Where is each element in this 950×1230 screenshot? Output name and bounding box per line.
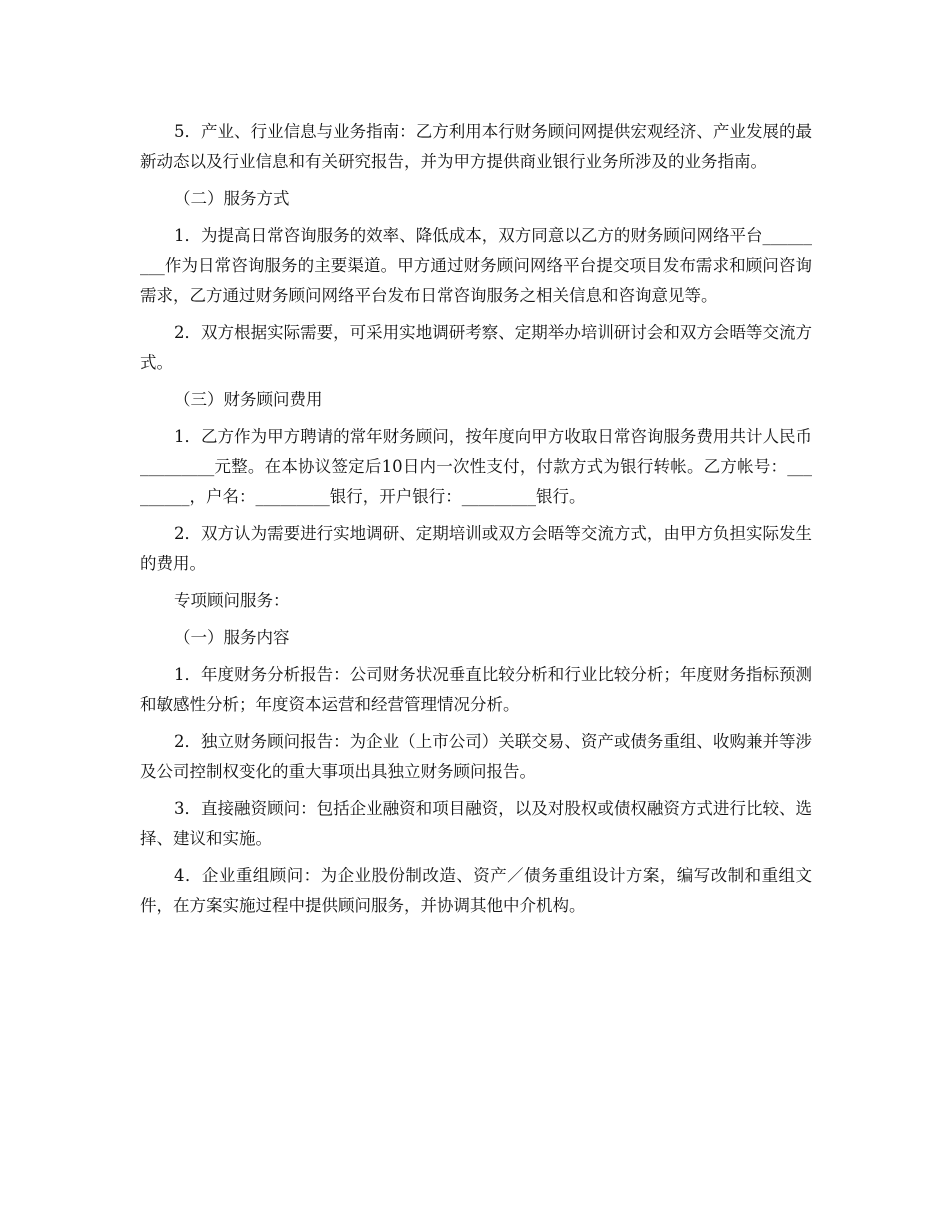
paragraph-direct-financing: 3．直接融资顾问：包括企业融资和项目融资，以及对股权或债权融资方式进行比较、选择、建议和实施。 [140,799,812,848]
paragraph-extra-costs: 2．双方认为需要进行实地调研、定期培训或双方会晤等交流方式，由甲方负担实际发生的费用。 [140,524,812,573]
section-heading-service-content: （一）服务内容 [174,628,290,647]
section-heading-special-advisory: 专项顾问服务： [174,591,290,610]
paragraph-online-platform: 1．为提高日常咨询服务的效率、降低成本，双方同意以乙方的财务顾问网络平台_________作为日常咨询服务的主要渠道。甲方通过财务顾问网络平台提交项目发布需求和顾问咨询需求，乙方通过财务顾问网络平台发布日常咨询服务之相关信息和咨询意见等。 [140,226,812,305]
section-heading-service-method: （二）服务方式 [174,189,290,208]
paragraph-restructuring: 4．企业重组顾问：为企业股份制改造、资产／债务重组设计方案，编写改制和重组文件，在方案实施过程中提供顾问服务，并协调其他中介机构。 [140,866,812,915]
section-heading-advisory-fees: （三）财务顾问费用 [174,390,323,409]
paragraph-independent-advisor-report: 2．独立财务顾问报告：为企业（上市公司）关联交易、资产或债务重组、收购兼并等涉及公司控制权变化的重大事项出具独立财务顾问报告。 [140,732,812,781]
paragraph-annual-financial-report: 1．年度财务分析报告：公司财务状况垂直比较分析和行业比较分析；年度财务指标预测和敏感性分析；年度资本运营和经营管理情况分析。 [140,665,812,714]
paragraph-exchange-methods: 2．双方根据实际需要，可采用实地调研考察、定期举办培训研讨会和双方会晤等交流方式。 [140,323,812,372]
document-body [140,117,812,928]
paragraph-industry-info: 5．产业、行业信息与业务指南：乙方利用本行财务顾问网提供宏观经济、产业发展的最新动态以及行业信息和有关研究报告，并为甲方提供商业银行业务所涉及的业务指南。 [140,122,812,171]
paragraph-annual-fee: 1．乙方作为甲方聘请的常年财务顾问，按年度向甲方收取日常咨询服务费用共计人民币_________元整。在本协议签定后10日内一次性支付，付款方式为银行转帐。乙方帐号：_________，户名：_________银行，开户银行：_________银行。 [140,427,812,506]
